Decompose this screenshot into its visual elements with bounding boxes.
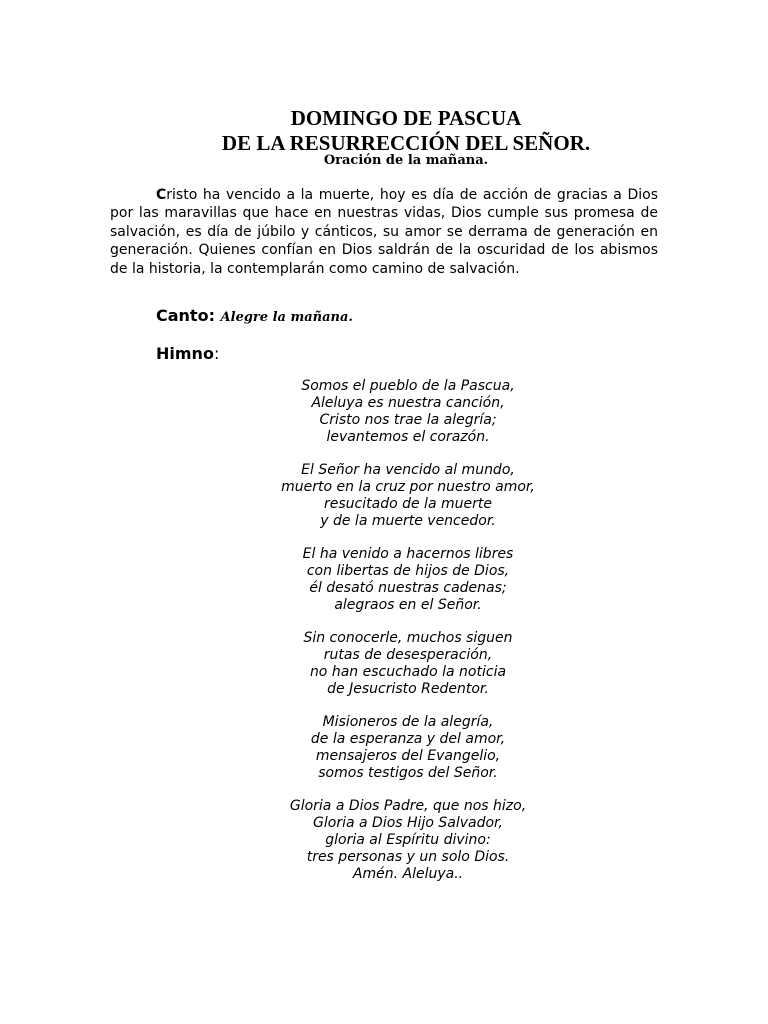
hymn-line: El Señor ha vencido al mundo, bbox=[301, 462, 515, 478]
hymn-line: levantemos el corazón. bbox=[326, 429, 490, 445]
hymn-stanza bbox=[218, 546, 598, 614]
page-subtitle: Oración de la mañana. bbox=[323, 153, 489, 168]
hymn-line: gloria al Espíritu divino: bbox=[325, 832, 491, 848]
hymn-line: con libertas de hijos de Dios, bbox=[306, 563, 510, 579]
hymn-stanza bbox=[218, 714, 598, 782]
page-title-line-1: DOMINGO DE PASCUA bbox=[290, 106, 522, 130]
hymn-line: él desató nuestras cadenas; bbox=[309, 580, 507, 596]
himno-heading bbox=[156, 344, 219, 364]
himno-colon: : bbox=[213, 344, 220, 363]
hymn-line: resucitado de la muerte bbox=[324, 496, 492, 512]
hymn-line: tres personas y un solo Dios. bbox=[306, 849, 510, 865]
intro-text: risto ha vencido a la muerte, hoy es día de acción de gracias a Dios por las maravillas que hace en nuestras vidas, Dios cumple sus promesa de salvación, es día de júbilo y cánticos, su amor se derrama de generación en generación. Quienes confían en Dios saldrán de la oscuridad de los abismos de la historia, la contemplarán como camino de salvación. bbox=[110, 187, 658, 277]
intro-paragraph bbox=[110, 186, 658, 278]
hymn-line: Misioneros de la alegría, bbox=[322, 714, 494, 730]
hymn-line: Sin conocerle, muchos siguen bbox=[303, 630, 513, 646]
hymn-line: Amén. Aleluya.. bbox=[352, 866, 464, 882]
intro-dropcap: C bbox=[156, 187, 167, 203]
hymn-text bbox=[218, 378, 598, 899]
page-title-line-2: DE LA RESURRECCIÓN DEL SEÑOR. bbox=[221, 131, 591, 155]
canto-heading bbox=[156, 306, 353, 328]
hymn-stanza bbox=[218, 630, 598, 698]
hymn-line: rutas de desesperación, bbox=[323, 647, 493, 663]
hymn-line: El ha venido a hacernos libres bbox=[302, 546, 514, 562]
hymn-line: mensajeros del Evangelio, bbox=[315, 748, 501, 764]
hymn-line: Gloria a Dios Padre, que nos hizo, bbox=[289, 798, 527, 814]
hymn-line: muerto en la cruz por nuestro amor, bbox=[281, 479, 535, 495]
hymn-line: alegraos en el Señor. bbox=[334, 597, 482, 613]
hymn-line: somos testigos del Señor. bbox=[318, 765, 498, 781]
hymn-line: Aleluya es nuestra canción, bbox=[311, 395, 505, 411]
hymn-stanza bbox=[218, 462, 598, 530]
hymn-line: de la esperanza y del amor, bbox=[310, 731, 506, 747]
hymn-line: Somos el pueblo de la Pascua, bbox=[301, 378, 515, 394]
canto-label: Canto: bbox=[156, 306, 215, 325]
hymn-line: Gloria a Dios Hijo Salvador, bbox=[313, 815, 503, 831]
himno-label: Himno bbox=[156, 344, 214, 363]
hymn-stanza bbox=[218, 798, 598, 883]
hymn-stanza bbox=[218, 378, 598, 446]
hymn-line: no han escuchado la noticia bbox=[309, 664, 507, 680]
hymn-line: de Jesucristo Redentor. bbox=[327, 681, 489, 697]
hymn-line: Cristo nos trae la alegría; bbox=[319, 412, 497, 428]
hymn-line: y de la muerte vencedor. bbox=[320, 513, 496, 529]
canto-song-title: Alegre la mañana. bbox=[220, 310, 353, 325]
